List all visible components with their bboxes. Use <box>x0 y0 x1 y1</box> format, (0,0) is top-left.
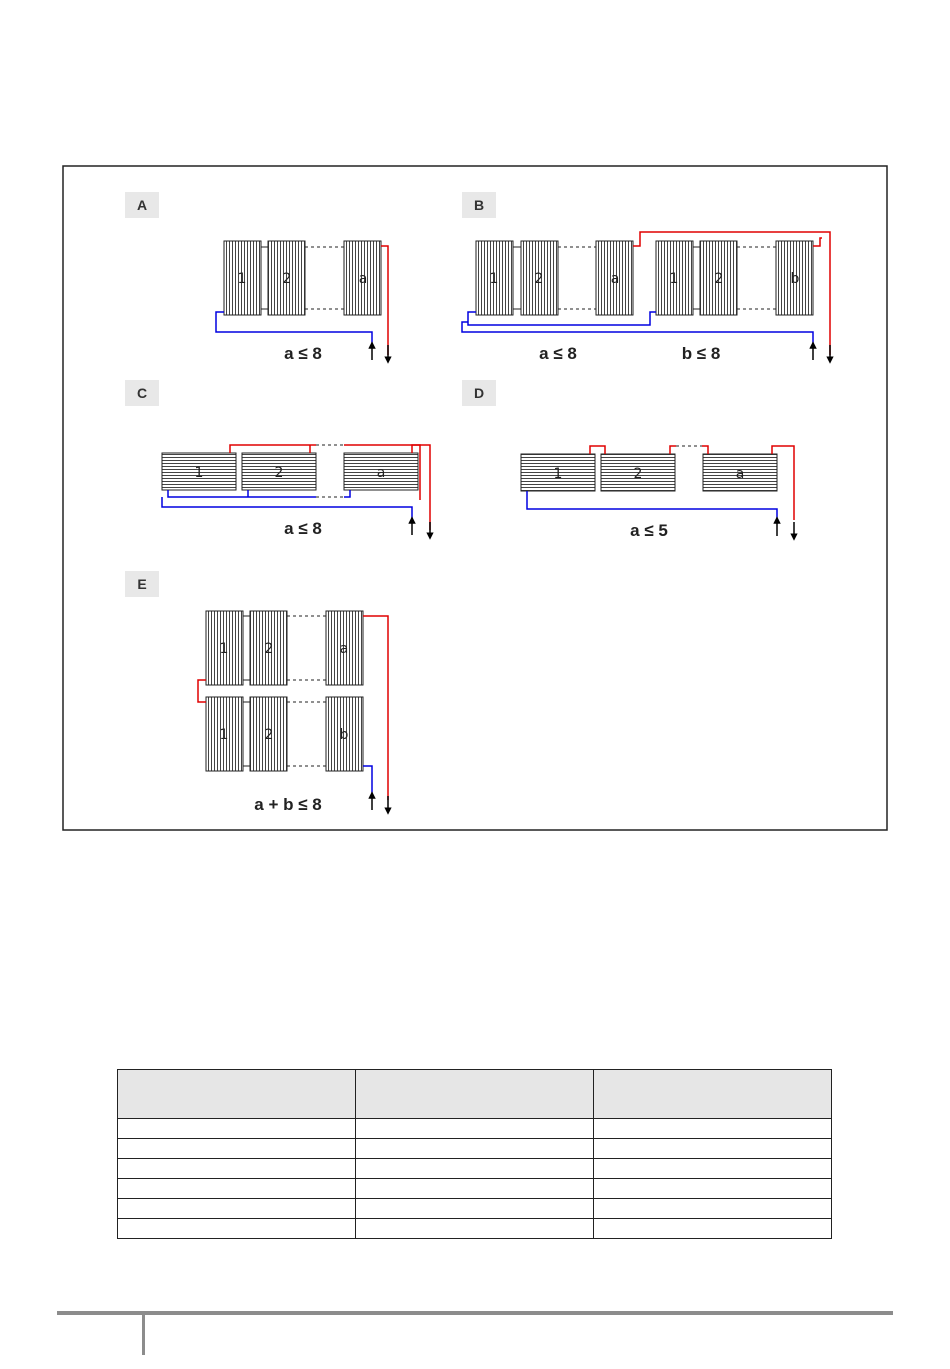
table-cell <box>118 1219 356 1239</box>
table-cell <box>356 1119 594 1139</box>
diagram-b <box>462 192 830 363</box>
table-header-cell <box>118 1070 356 1119</box>
panel-label: 1 <box>237 271 247 287</box>
panel-label: 1 <box>219 727 229 743</box>
panel-label: 1 <box>219 641 229 657</box>
panel-label: 2 <box>534 271 544 287</box>
diagram-b-condition-a: a ≤ 8 <box>539 344 577 363</box>
panel-label: a <box>376 465 386 481</box>
panel-label: 1 <box>669 271 679 287</box>
table-row <box>118 1199 832 1219</box>
diagram-d-condition: a ≤ 5 <box>630 521 668 540</box>
table-cell <box>118 1139 356 1159</box>
table-row <box>118 1179 832 1199</box>
diagram-b-condition-b: b ≤ 8 <box>681 344 721 363</box>
diagram-e-condition: a + b ≤ 8 <box>254 795 322 814</box>
panel-label: 2 <box>264 727 274 743</box>
panel-label: 2 <box>633 466 643 482</box>
table-cell <box>118 1119 356 1139</box>
panel-label: b <box>339 727 349 743</box>
return-pipe <box>216 312 372 345</box>
diagram-c-label: C <box>136 385 148 401</box>
panel-label: 2 <box>282 271 292 287</box>
panel-label: 1 <box>194 465 204 481</box>
table-cell <box>594 1219 832 1239</box>
diagram-d-label: D <box>473 385 485 401</box>
diagram-e <box>125 571 388 814</box>
table-row <box>118 1159 832 1179</box>
table-cell <box>356 1179 594 1199</box>
panel-label: 2 <box>714 271 724 287</box>
figure-frame <box>63 166 887 830</box>
diagram-a <box>125 192 388 363</box>
table-cell <box>118 1179 356 1199</box>
supply-pipe <box>590 446 605 454</box>
diagram-c-condition: a ≤ 8 <box>284 519 322 538</box>
footer-divider <box>142 1315 145 1355</box>
table-cell <box>594 1139 832 1159</box>
return-pipe <box>527 491 777 520</box>
panel-label: 2 <box>264 641 274 657</box>
diagram-a-condition: a ≤ 8 <box>284 344 322 363</box>
panel-label: 2 <box>274 465 284 481</box>
panel-label: a <box>339 641 349 657</box>
diagram-a-label: A <box>136 197 148 213</box>
table-row <box>118 1219 832 1239</box>
diagram-b-label: B <box>473 197 485 213</box>
table-cell <box>594 1199 832 1219</box>
table-header-cell <box>356 1070 594 1119</box>
table-cell <box>594 1159 832 1179</box>
table-cell <box>118 1199 356 1219</box>
table-cell <box>118 1159 356 1179</box>
table-cell <box>356 1139 594 1159</box>
return-pipe <box>168 490 316 497</box>
table-row <box>118 1139 832 1159</box>
panel-label: 1 <box>553 466 563 482</box>
table-cell <box>356 1159 594 1179</box>
supply-pipe <box>381 246 388 355</box>
table-cell <box>594 1119 832 1139</box>
data-table <box>117 1069 832 1239</box>
return-pipe <box>363 766 372 793</box>
table-cell <box>356 1199 594 1219</box>
panel-label: a <box>610 271 620 287</box>
panel-label: b <box>790 271 800 287</box>
table-row <box>118 1119 832 1139</box>
diagram-c <box>125 380 430 538</box>
supply-pipe <box>363 616 388 800</box>
footer-rule <box>57 1311 893 1315</box>
table-cell <box>594 1179 832 1199</box>
table-header-cell <box>594 1070 832 1119</box>
panel-label: a <box>358 271 368 287</box>
diagram-d <box>462 380 794 540</box>
table-header-row <box>118 1070 832 1119</box>
connector-pipe <box>198 680 206 702</box>
supply-pipe <box>230 445 316 453</box>
panel-label: 1 <box>489 271 499 287</box>
diagram-e-label: E <box>137 576 147 592</box>
table-cell <box>356 1219 594 1239</box>
panel-label: a <box>735 466 745 482</box>
